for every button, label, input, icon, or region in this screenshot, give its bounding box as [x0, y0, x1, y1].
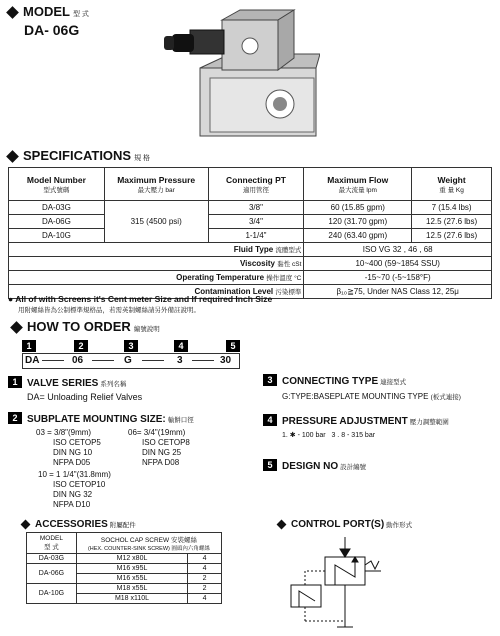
order-code-pressure: 3 — [177, 355, 183, 366]
accessories-table — [26, 532, 222, 604]
screen-size-note: ● All of with Screens it's Cent meter Size and If required Inch Size — [8, 294, 273, 304]
order-code-dash — [92, 360, 114, 361]
diamond-bullet-icon — [21, 519, 31, 529]
cell-pt: 1-1/4" — [208, 229, 304, 243]
cell-flow: 120 (31.70 gpm) — [304, 215, 412, 229]
connecting-type-body: G:TYPE:BASEPLATE MOUNTING TYPE (板式連接) — [282, 392, 461, 401]
cell-model: DA-06G — [9, 215, 105, 229]
cell-weight: 7 (15.4 lbs) — [412, 201, 492, 215]
subplate-size-group-10: 10 = 1 1/4"(31.8mm) ISO CETOP10 DIN NG 32 NFPA D10 — [38, 470, 111, 509]
cell-flow: 60 (15.85 gpm) — [304, 201, 412, 215]
model-heading: MODEL 型 式 — [8, 4, 89, 19]
order-number-3: 3 — [124, 340, 138, 352]
table-row: DA-03G M12 x80L 4 — [27, 554, 222, 564]
section-number-4: 4 — [263, 414, 277, 426]
table-row — [9, 257, 492, 271]
accessories-heading: ACCESSORIES 附屬配件 — [22, 519, 136, 530]
order-number-5: 5 — [226, 340, 240, 352]
cell-weight: 12.5 (27.6 lbs) — [412, 215, 492, 229]
order-number-2: 2 — [74, 340, 88, 352]
valve-series-body: DA= Unloading Relief Valves — [27, 392, 143, 402]
screen-size-note-cn: 用附螺絲皆為公制標準規格品，若需英制螺絲請另外備註說明。 — [18, 307, 200, 314]
table-row — [9, 243, 492, 257]
cell-model: DA-10G — [9, 229, 105, 243]
diamond-bullet-icon — [10, 321, 23, 334]
order-code-dash — [192, 360, 214, 361]
order-code-dash — [142, 360, 164, 361]
header-accessory-model: MODEL 型 式 — [27, 533, 77, 554]
header-weight: Weight 重 量 Kg — [412, 168, 492, 201]
subplate-size-group-03: 03 = 3/8"(9mm) ISO CETOP5 DIN NG 10 NFPA D05 — [36, 428, 101, 467]
diamond-bullet-icon — [277, 519, 287, 529]
cell-pressure: 315 (4500 psi) — [104, 201, 208, 243]
table-row — [9, 215, 492, 229]
table-row — [9, 271, 492, 285]
section-number-3: 3 — [263, 374, 277, 386]
header-max-flow: Maximum Flow 最大流量 lpm — [304, 168, 412, 201]
section-number-2: 2 — [8, 412, 22, 424]
cell-weight: 12.5 (27.6 lbs) — [412, 229, 492, 243]
order-code-type: G — [124, 355, 132, 366]
subplate-size-title: SUBPLATE MOUNTING SIZE: 輸餅口徑 — [27, 414, 194, 425]
design-no-title: DESIGN NO 設計編號 — [282, 461, 367, 472]
pressure-adjustment-body: 1. ✱ - 100 bar 3 . 8 - 315 bar — [282, 432, 376, 439]
table-row: DA-06G M16 x95L 4 — [27, 564, 222, 574]
value-fluid-type: ISO VG 32 , 46 , 68 — [304, 243, 492, 257]
value-operating-temperature: -15~70 (-5~158°F) — [304, 271, 492, 285]
table-row — [9, 229, 492, 243]
table-row: M18 x110L 4 — [27, 594, 222, 604]
pressure-adjustment-title: PRESSURE ADJUSTMENT 壓力調整範圍 — [282, 416, 449, 427]
value-viscosity: 10~400 (59~1854 SSU) — [304, 257, 492, 271]
cell-pt: 3/8" — [208, 201, 304, 215]
subplate-size-group-06: 06= 3/4"(19mm) ISO CETOP8 DIN NG 25 NFPA D08 — [128, 428, 190, 467]
label-contamination-level: Contamination Level 污染標準 — [9, 285, 304, 299]
valve-photo — [160, 6, 320, 142]
order-number-4: 4 — [174, 340, 188, 352]
cell-pt: 3/4" — [208, 215, 304, 229]
order-code-size: 06 — [72, 355, 84, 366]
label-fluid-type: Fluid Type 流體型式 — [9, 243, 304, 257]
order-number-1: 1 — [22, 340, 36, 352]
header-model-number: Model Number 型式號碼 — [9, 168, 105, 201]
header-max-pressure: Maximum Pressure 最大壓力 bar — [104, 168, 208, 201]
connecting-type-title: CONNECTING TYPE 連接型式 — [282, 376, 407, 387]
section-number-1: 1 — [8, 376, 22, 388]
header-connecting-pt: Connecting PT 適用管徑 — [208, 168, 304, 201]
label-viscosity: Viscosity 黏性 cSt — [9, 257, 304, 271]
order-code-dash — [42, 360, 64, 361]
diamond-bullet-icon — [6, 150, 19, 163]
hydraulic-symbol-diagram — [285, 535, 385, 631]
order-code-design: 30 — [220, 355, 232, 366]
control-ports-heading: CONTROL PORT(S) 動作形式 — [278, 519, 412, 530]
how-to-order-heading: HOW TO ORDER 編號說明 — [12, 319, 160, 334]
table-row: M16 x55L 2 — [27, 574, 222, 584]
table-row — [9, 201, 492, 215]
table-row: DA-10G M18 x55L 2 — [27, 584, 222, 594]
diamond-bullet-icon — [6, 6, 19, 19]
model-code: DA- 06G — [24, 22, 80, 38]
cell-flow: 240 (63.40 gpm) — [304, 229, 412, 243]
specifications-table — [8, 167, 492, 299]
value-contamination-level: β₁₀≧75, Under NAS Class 12, 25μ — [304, 285, 492, 299]
section-number-5: 5 — [263, 459, 277, 471]
order-code-series: DA — [25, 355, 40, 366]
valve-series-title: VALVE SERIES 系列名稱 — [27, 378, 127, 389]
specifications-heading: SPECIFICATIONS 規 格 — [8, 148, 150, 163]
label-operating-temperature: Operating Temperature 操作溫度 °C — [9, 271, 304, 285]
header-cap-screw: SOCHOL CAP SCREW 安裝螺絲 (HEX. COUNTER-SINK SCREW) 圓頭內六角螺絲 — [76, 533, 221, 554]
cell-model: DA-03G — [9, 201, 105, 215]
